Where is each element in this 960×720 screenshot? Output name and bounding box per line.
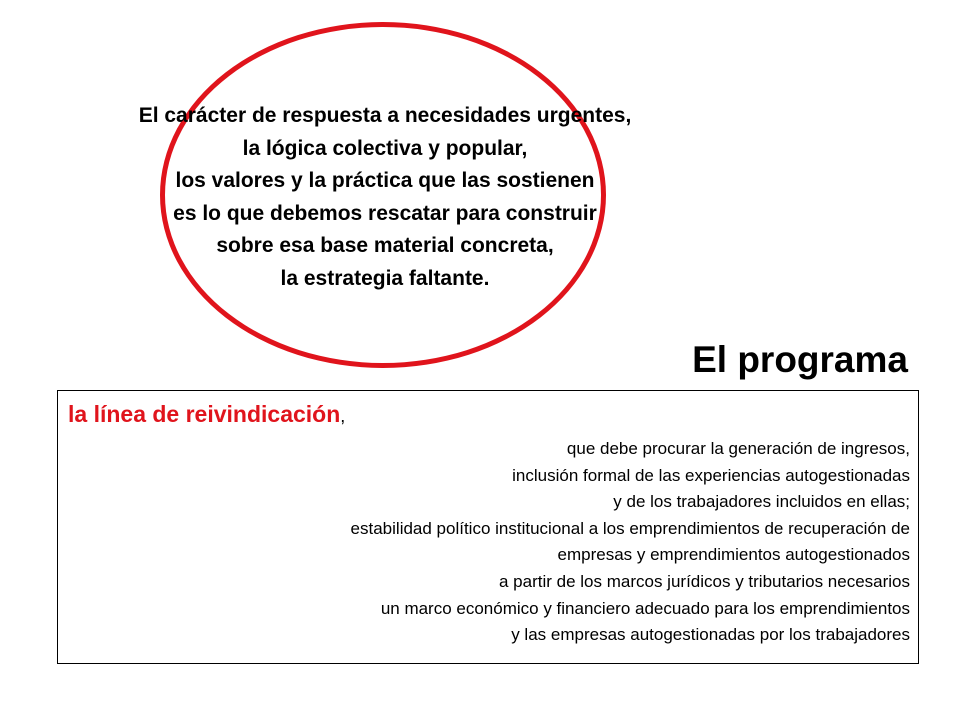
program-line: empresas y emprendimientos autogestionados xyxy=(557,545,910,565)
quote-text-block xyxy=(40,100,730,295)
program-line: estabilidad político institucional a los emprendimientos de recuperación de xyxy=(350,518,910,538)
program-heading-punctuation: , xyxy=(340,406,346,426)
program-heading xyxy=(68,401,345,428)
program-line: y de los trabajadores incluidos en ellas; xyxy=(613,492,910,512)
program-heading-text: la línea de reivindicación xyxy=(68,401,341,427)
quote-line: los valores y la práctica que las sostienen xyxy=(175,169,595,192)
program-lines xyxy=(351,436,910,649)
section-title: El programa xyxy=(692,339,908,380)
program-line: inclusión formal de las experiencias autogestionadas xyxy=(512,465,910,485)
program-line: un marco económico y financiero adecuado para los emprendimientos xyxy=(380,598,910,618)
program-line: a partir de los marcos jurídicos y tributarios necesarios xyxy=(499,571,910,591)
quote-line: la estrategia faltante. xyxy=(280,266,490,290)
program-box xyxy=(57,390,919,664)
quote-line: sobre esa base material concreta, xyxy=(216,234,554,257)
program-line: que debe procurar la generación de ingresos, xyxy=(566,439,910,458)
quote-line: El carácter de respuesta a necesidades urgentes, xyxy=(138,104,632,127)
program-line: y las empresas autogestionadas por los trabajadores xyxy=(511,625,910,645)
quote-line: es lo que debemos rescatar para construir xyxy=(173,201,597,225)
quote-line: la lógica colectiva y popular, xyxy=(242,136,528,160)
